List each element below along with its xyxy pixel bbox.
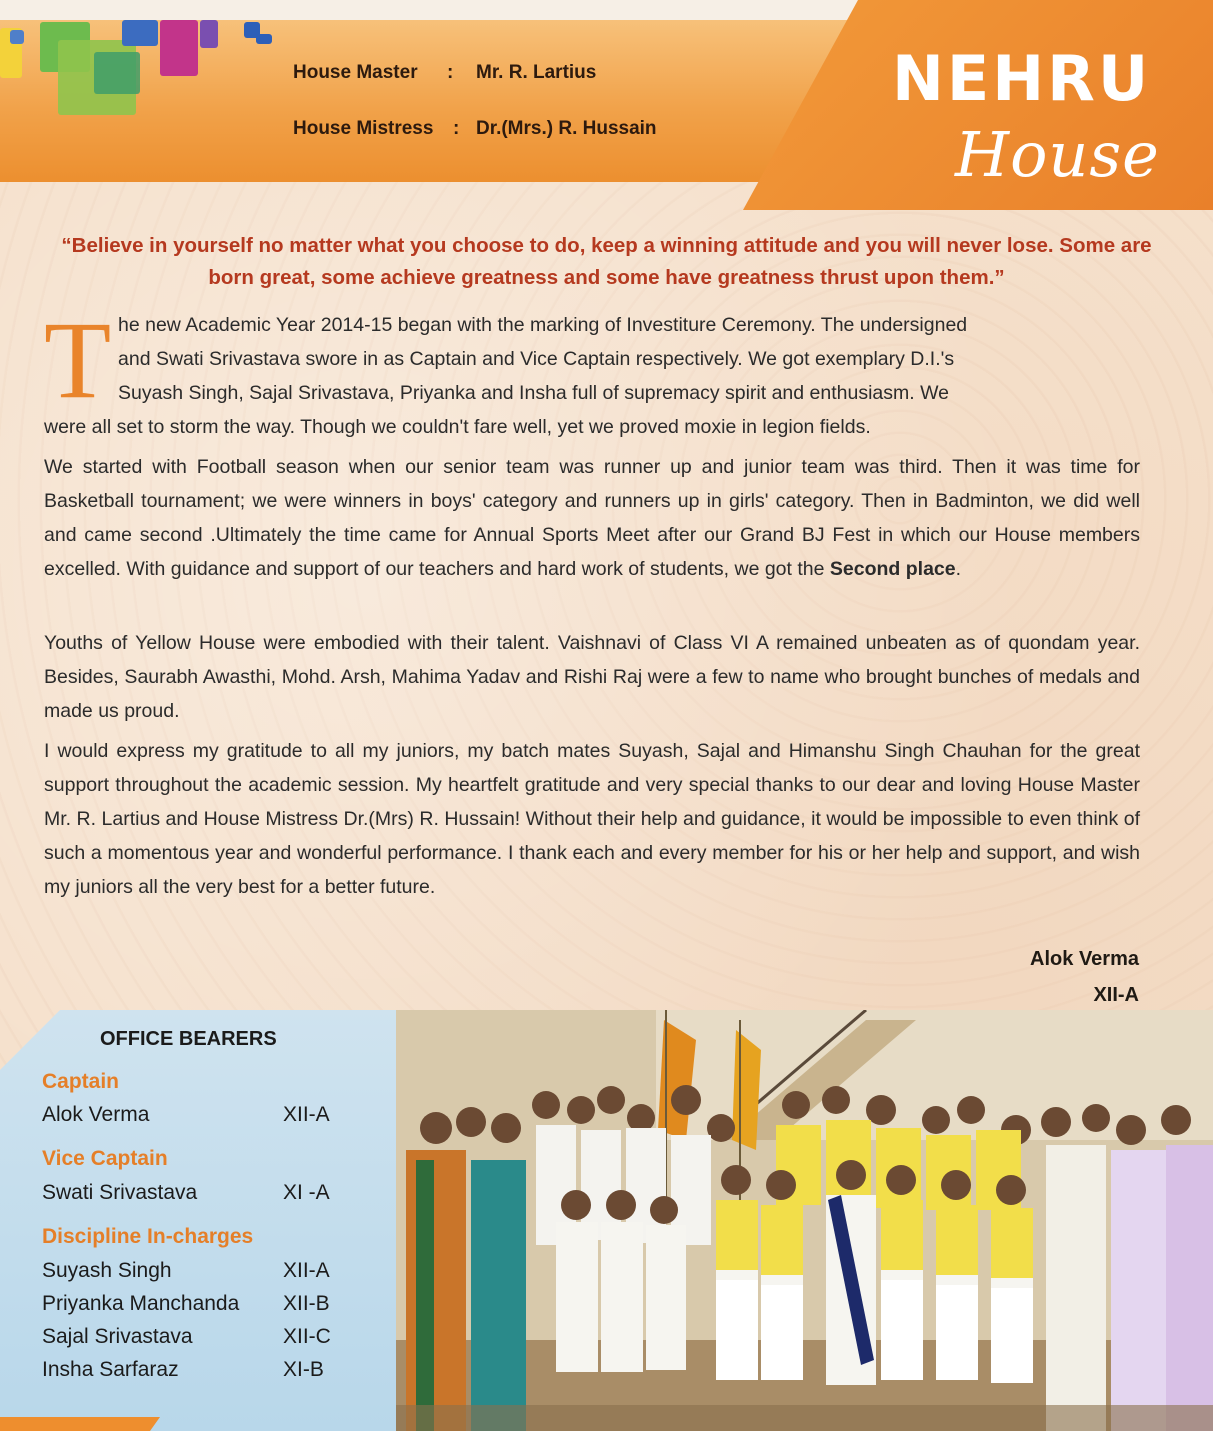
house-master-separator: : — [447, 62, 454, 83]
discipline-name-1: Suyash Singh — [42, 1259, 172, 1282]
captain-class: XII-A — [283, 1103, 330, 1126]
office-bearers-title: OFFICE BEARERS — [100, 1028, 277, 1050]
article-paragraph-3: Youths of Yellow House were embodied with their talent. Vaishnavi of Class VI A remained unbeaten as of quondam year. Besides, Saurabh Awasthi, Mohd. Arsh, Mahima Yadav and Rishi Raj were a few to name who brought bunches of medals and made us proud. — [44, 632, 1140, 722]
discipline-class-4: XI-B — [283, 1358, 324, 1381]
signature-class: XII-A — [1093, 984, 1139, 1006]
drop-cap: T — [44, 299, 112, 421]
article-paragraph-4: I would express my gratitude to all my juniors, my batch mates Suyash, Sajal and Himanshu Singh Chauhan for the great support throughout the academic session. My heartfelt gratitude and very special thanks to our dear and loving House Master Mr. R. Lartius and House Mistress Dr.(Mrs) R. Hussain! Without their help and guidance, it would be impossible to even think of such a momentous year and wonderful performance. I thank each and every member for his or her help and support, and wish my juniors all the very best for a better future. — [44, 740, 1140, 898]
group-photo-illustration — [396, 1010, 1213, 1431]
captain-heading: Captain — [42, 1070, 120, 1093]
house-mistress-label: House Mistress — [293, 118, 434, 139]
discipline-name-3: Sajal Srivastava — [42, 1325, 193, 1348]
house-mistress-separator: : — [453, 118, 460, 139]
bottom-accent-strip — [0, 1417, 170, 1431]
house-master-value: Mr. R. Lartius — [476, 62, 597, 83]
captain-name: Alok Verma — [42, 1103, 150, 1126]
article-paragraph-2 — [44, 450, 1140, 586]
house-master-label: House Master — [293, 62, 418, 83]
p1-line-4: were all set to storm the way. Though we couldn't fare well, yet we proved moxie in legion fields. — [44, 416, 871, 438]
house-mistress-value: Dr.(Mrs.) R. Hussain — [476, 118, 657, 139]
discipline-class-1: XII-A — [283, 1259, 330, 1282]
discipline-name-4: Insha Sarfaraz — [42, 1358, 179, 1381]
discipline-class-2: XII-B — [283, 1292, 330, 1315]
vice-captain-class: XI -A — [283, 1181, 330, 1204]
group-photo — [396, 1010, 1213, 1431]
p1-line-1: he new Academic Year 2014-15 began with the marking of Investiture Ceremony. The undersigned — [118, 314, 968, 336]
discipline-name-2: Priyanka Manchanda — [42, 1292, 240, 1315]
house-title-house: House — [955, 118, 1160, 191]
vice-captain-name: Swati Srivastava — [42, 1181, 198, 1204]
discipline-class-3: XII-C — [283, 1325, 331, 1348]
vice-captain-heading: Vice Captain — [42, 1147, 168, 1170]
p2-end: . — [955, 558, 962, 580]
motto-quote: “Believe in yourself no matter what you choose to do, keep a winning attitude and you will never lose. Some are born great, some achieve greatness and some have greatness thrust upon them.” — [61, 234, 1152, 289]
house-title-nehru: NEHRU — [892, 42, 1152, 115]
discipline-heading: Discipline In-charges — [42, 1225, 254, 1248]
p2-bold: Second place — [829, 558, 956, 580]
signature-name: Alok Verma — [1030, 948, 1139, 970]
p1-line-3: Suyash Singh, Sajal Srivastava, Priyanka and Insha full of supremacy spirit and enthusiasm. We — [118, 382, 949, 404]
article-paragraph-1 — [44, 308, 1140, 444]
p2-text: We started with Football season when our senior team was runner up and junior team was third. Then it was time for Basketball tournament; we were winners in boys' category and runners up in girls' category. Then in Badminton, we did well and came second .Ultimately the time came for Annual Sports Meet after our Grand BJ Fest in which our House members excelled. With guidance and support of our teachers and hard work of students, we got the — [44, 456, 1140, 580]
p1-line-2: and Swati Srivastava swore in as Captain and Vice Captain respectively. We got exemplary D.I.'s — [118, 348, 955, 370]
